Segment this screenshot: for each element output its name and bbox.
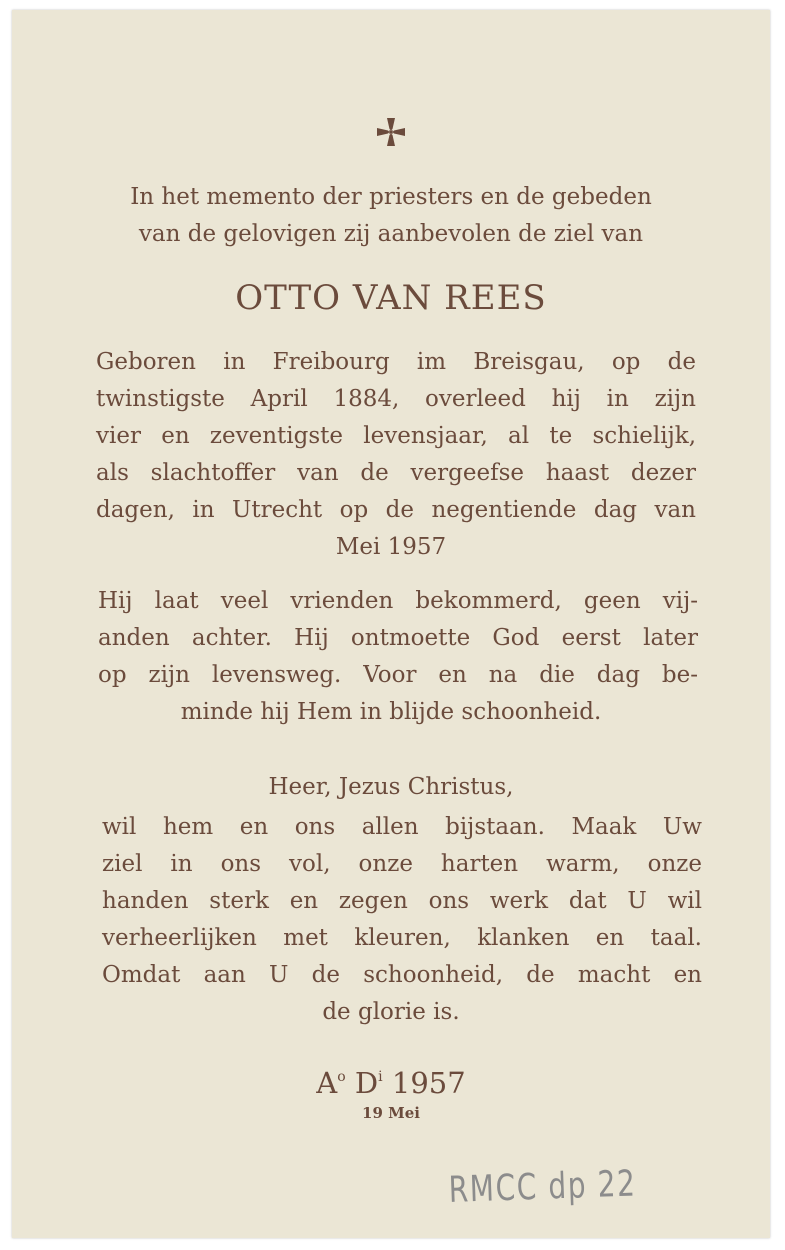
bio-line-6: Mei 1957 [335, 534, 447, 560]
anno-a: A [316, 1066, 338, 1100]
tribute-line-4: minde hij Hem in blijde schoonheid. [180, 699, 602, 725]
bio-line-4: als slachtoffer van de vergeefse haast dezer [96, 460, 696, 486]
prayer-line-4: handen sterk en zegen ons werk dat U wil [102, 888, 702, 914]
bio-line-2: twinstigste April 1884, overleed hij in zijn [96, 386, 696, 412]
prayer-line-1: Heer, Jezus Christus, [268, 774, 514, 800]
prayer-line-2: wil hem en ons allen bijstaan. Maak Uw [102, 814, 702, 840]
anno-a-sup: o [337, 1069, 346, 1085]
anno-d-sup: i [378, 1069, 383, 1085]
tribute-line-1: Hij laat veel vrienden bekommerd, geen vij- [98, 588, 698, 614]
prayer-line-3: ziel in ons vol, onze harten warm, onze [102, 851, 702, 877]
prayer-line-7: de glorie is. [322, 999, 460, 1025]
anno-year: 1957 [391, 1066, 466, 1100]
bio-line-1: Geboren in Freibourg im Breisgau, op de [96, 349, 696, 375]
intro-line-1: In het memento der priesters en de gebeden [130, 184, 652, 210]
anno-day: 19 Mei [362, 1104, 420, 1122]
memorial-card [12, 10, 770, 1238]
anno-domini-date [12, 1060, 770, 1100]
intro-line-2: van de gelovigen zij aanbevolen de ziel van [138, 221, 644, 247]
bio-line-3: vier en zeventigste levensjaar, al te schielijk, [96, 423, 696, 449]
archive-mark: RMCC dp 22 [448, 1163, 638, 1211]
prayer-line-5: verheerlijken met kleuren, klanken en taal. [102, 925, 702, 951]
anno-d: D [354, 1066, 379, 1100]
deceased-name: OTTO VAN REES [235, 278, 547, 318]
bio-line-5: dagen, in Utrecht op de negentiende dag van [96, 497, 696, 523]
prayer-line-6: Omdat aan U de schoonheid, de macht en [102, 962, 702, 988]
tribute-line-2: anden achter. Hij ontmoette God eerst later [98, 625, 698, 651]
cross-icon [375, 116, 407, 148]
tribute-line-3: op zijn levensweg. Voor en na die dag be- [98, 662, 698, 688]
